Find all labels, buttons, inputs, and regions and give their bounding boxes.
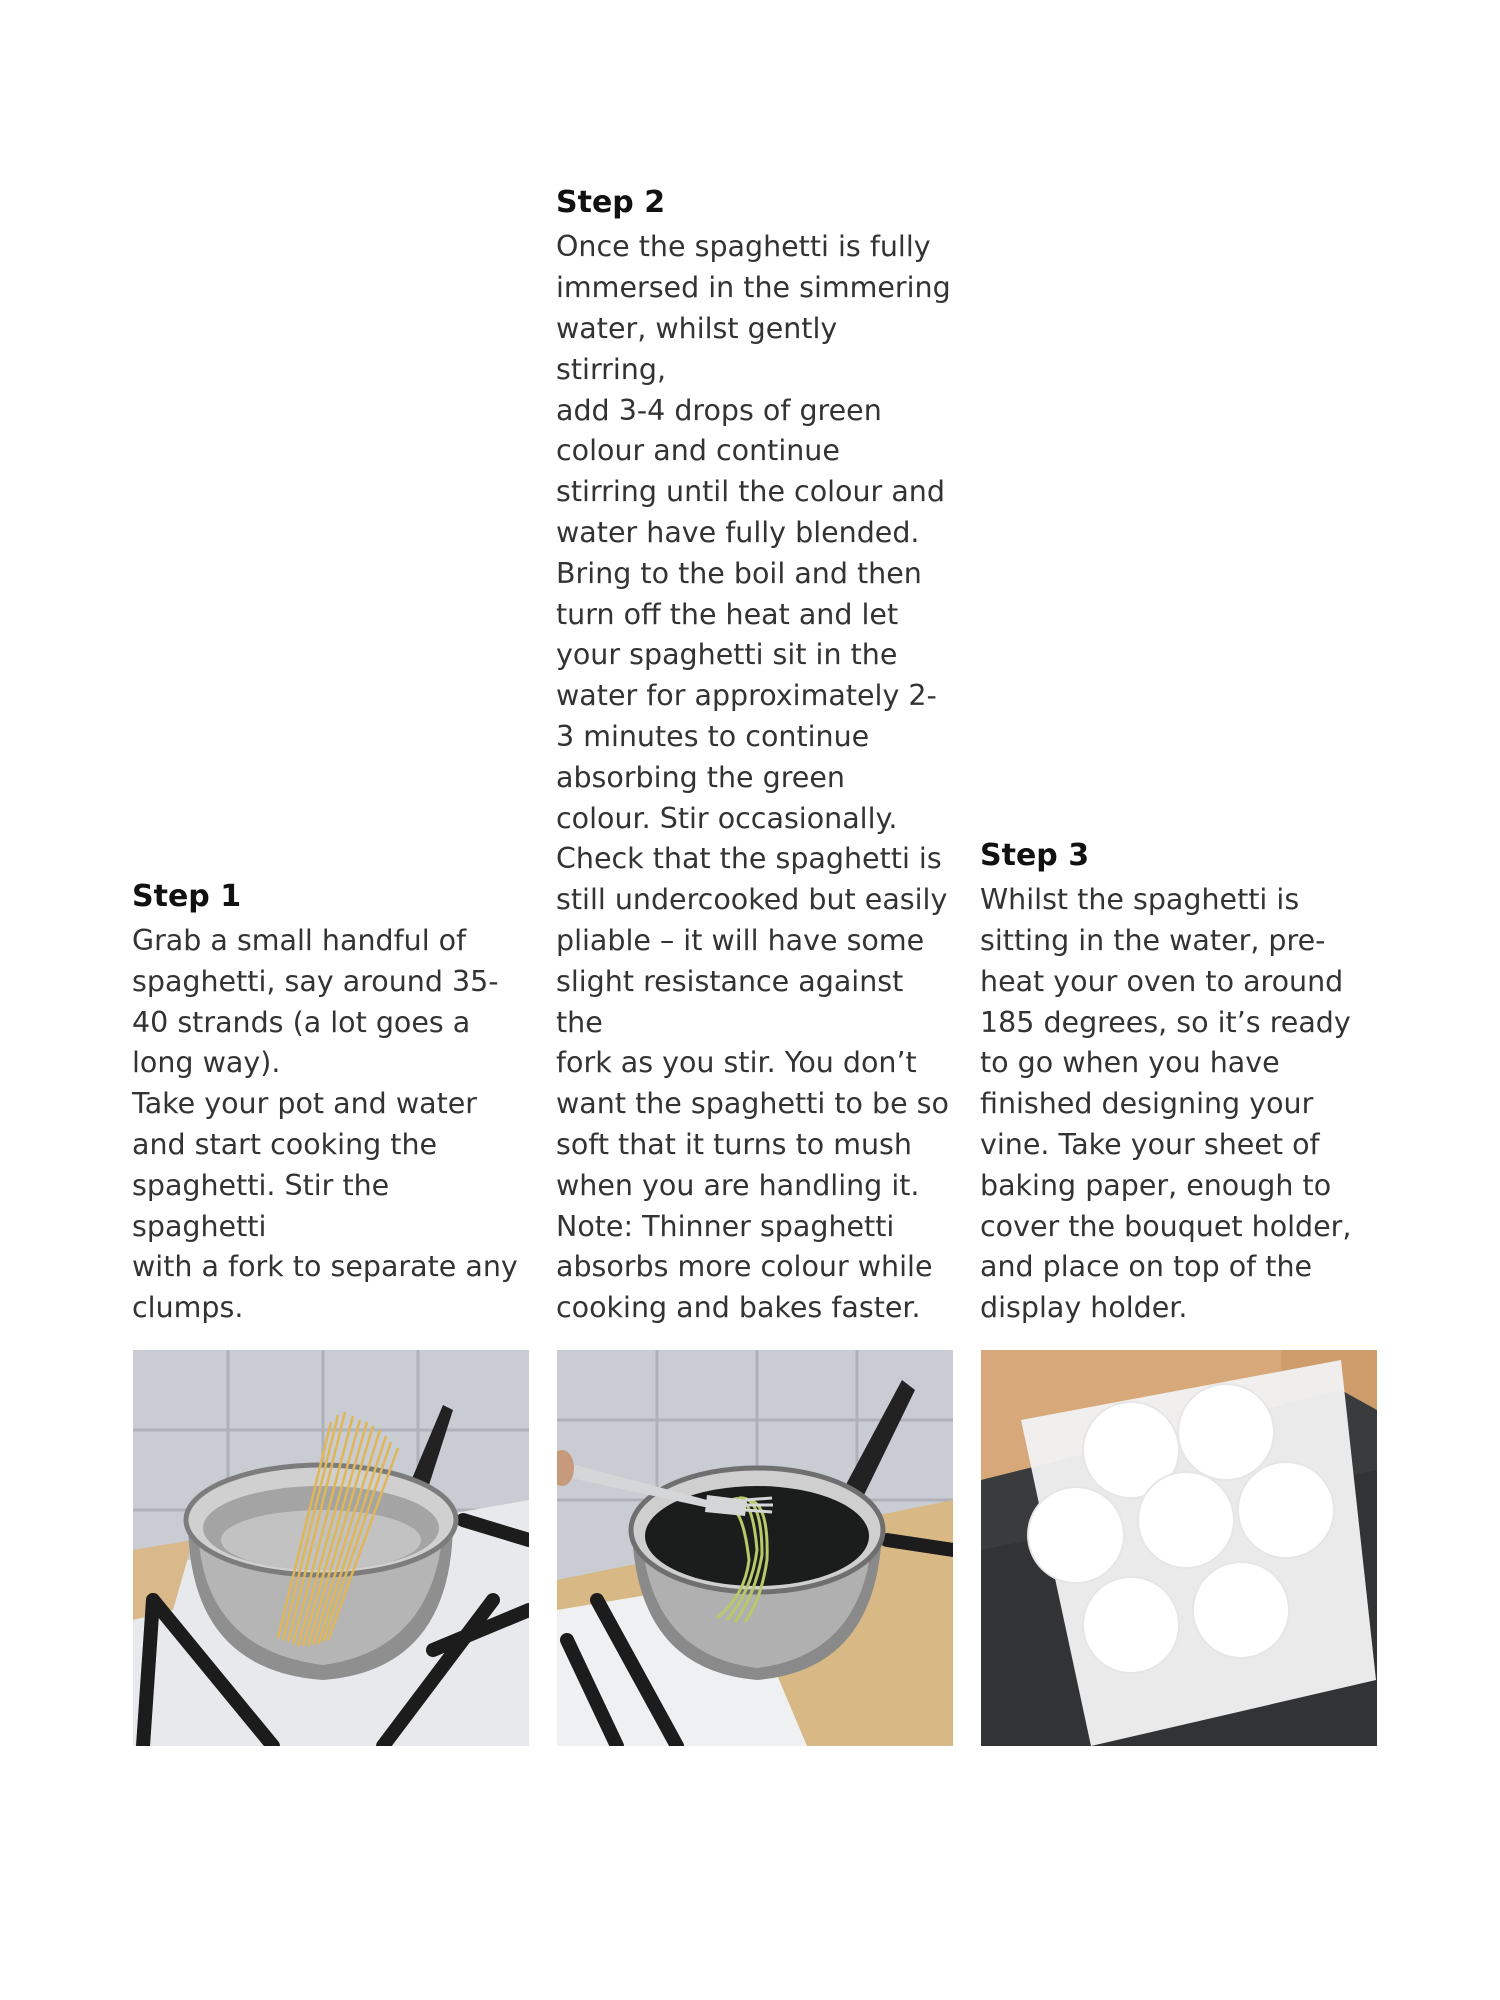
step-3-column xyxy=(980,834,1380,1329)
step-2-text: Once the spaghetti is fully immersed in the simmering water, whilst gently stirring, add 3-4 drops of green colour and continue stirring until the colour and water have fully blended. Bring to the boil and then turn off the heat and let your spaghetti sit in the water for approximately 2- 3 minutes to continue absorbing the green colour. Stir occasionally. Check that the spaghetti is still undercooked but easily pliable – it will have some slight resistance against the fork as you stir. You don’t want the spaghetti to be so soft that it turns to mush when you are handling it. Note: Thinner spaghetti absorbs more colour while cooking and bakes faster. xyxy=(556,230,951,1325)
step-3-text: Whilst the spaghetti is sitting in the water, pre- heat your oven to around 185 degrees, so it’s ready to go when you have finished designing your vine. Take your sheet of baking paper, enough to cover the bouquet holder, and place on top of the display holder. xyxy=(980,883,1352,1325)
step-2-photo xyxy=(557,1350,953,1746)
step-2-title: Step 2 xyxy=(556,185,666,221)
step-3-title: Step 3 xyxy=(980,838,1090,874)
step-1-title: Step 1 xyxy=(132,879,242,915)
step-1-column xyxy=(132,875,532,1329)
step-2-column xyxy=(556,181,956,1329)
step-1-text: Grab a small handful of spaghetti, say around 35- 40 strands (a lot goes a long way). Take your pot and water and start cooking the spaghetti. Stir the spaghetti with a fork to separate any clumps. xyxy=(132,924,518,1325)
step-3-photo xyxy=(981,1350,1377,1746)
step-1-photo xyxy=(133,1350,529,1746)
